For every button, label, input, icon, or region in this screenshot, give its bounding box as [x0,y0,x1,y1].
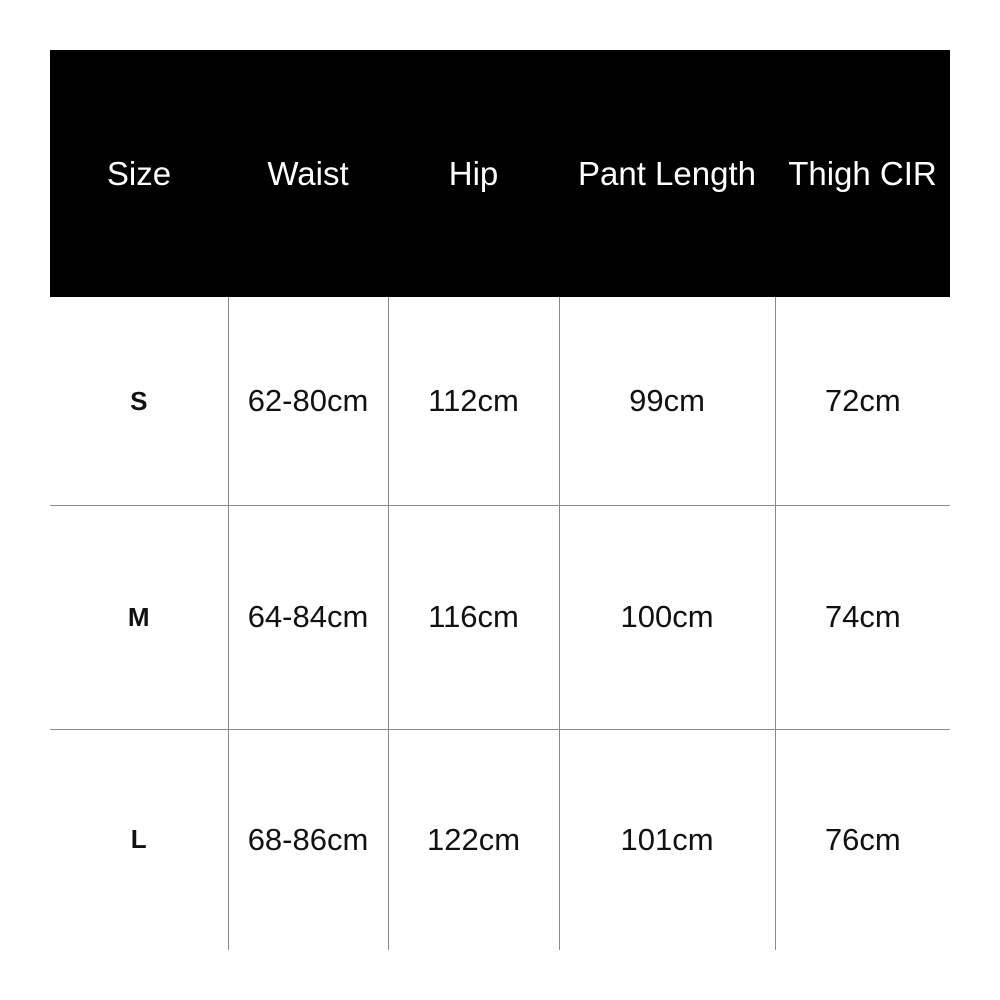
thigh-cir-cell: 76cm [775,729,950,950]
header-size: Size [50,50,228,297]
table-row [50,729,950,950]
thigh-cir-cell: 74cm [775,506,950,729]
size-cell: L [50,729,228,950]
hip-cell: 122cm [388,729,559,950]
pant-length-cell: 100cm [559,506,775,729]
table-row [50,506,950,729]
header-row [50,50,950,297]
pant-length-cell: 99cm [559,297,775,506]
hip-cell: 112cm [388,297,559,506]
size-cell: M [50,506,228,729]
header-hip: Hip [388,50,559,297]
waist-cell: 62-80cm [228,297,388,506]
header-thigh-cir: Thigh CIR [775,50,950,297]
size-cell: S [130,385,148,416]
pant-length-cell: 101cm [559,729,775,950]
header-waist: Waist [228,50,388,297]
table-row [50,297,950,506]
thigh-cir-cell: 72cm [775,297,950,506]
waist-cell: 64-84cm [228,506,388,729]
header-pant-length: Pant Length [559,50,775,297]
size-chart-table [50,50,950,950]
waist-cell: 68-86cm [228,729,388,950]
hip-cell: 116cm [388,506,559,729]
